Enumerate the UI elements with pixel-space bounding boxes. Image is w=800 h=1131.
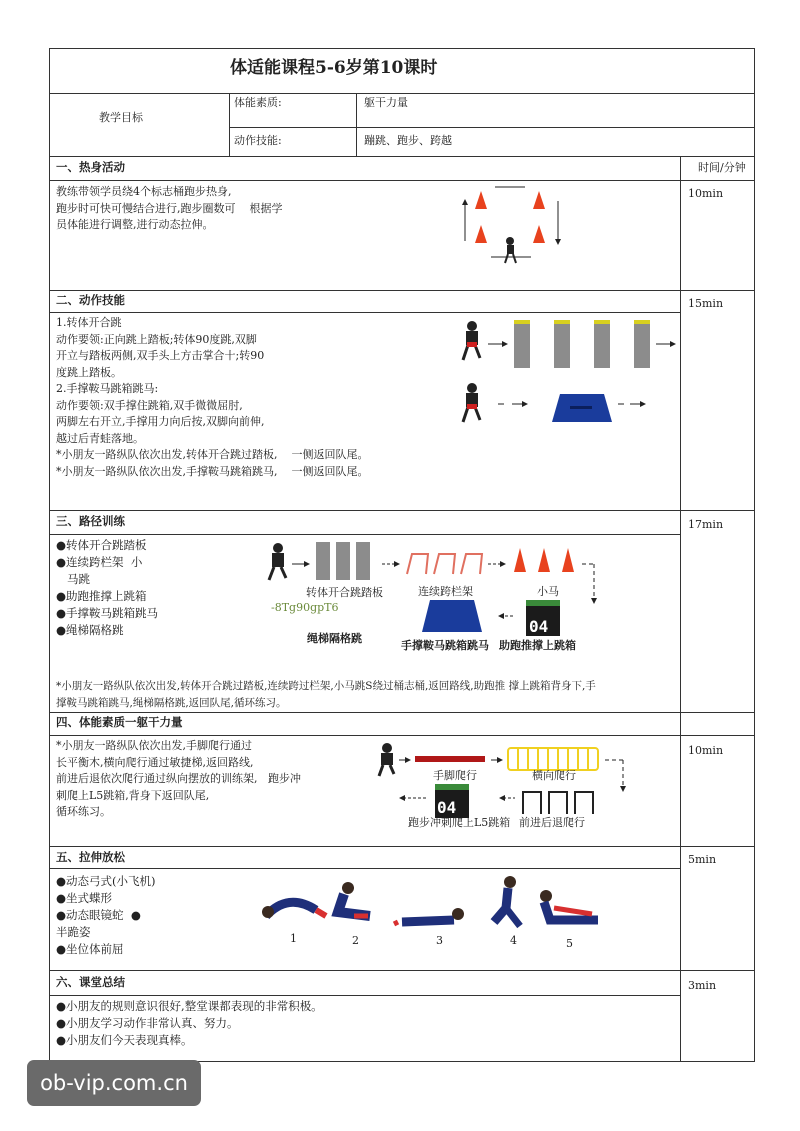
section-title-skills: 二、动作技能 xyxy=(56,293,125,307)
summary-bullets xyxy=(56,998,456,1049)
jump-pad-icon xyxy=(316,542,330,580)
text-line: 员体能进行调整,进行动态拉伸。 xyxy=(56,218,214,231)
jump-pad-icon xyxy=(594,320,610,368)
text-line: 开立与踏板两侧,双手头上方击掌合十;转90 xyxy=(56,349,265,362)
hurdle-icon xyxy=(407,554,482,574)
text-line: *小朋友一路纵队依次出发,手脚爬行通过 xyxy=(56,739,252,752)
list-item: ●转体开合跳踏板 xyxy=(56,538,147,552)
jump-pad-icon xyxy=(356,542,370,580)
text-line: 前进后退依次爬行通过纵向摆放的训练架, 跑步冲 xyxy=(56,772,301,785)
runner-icon xyxy=(379,743,394,776)
text-line: 教练带领学员绕4个标志桶跑步热身, xyxy=(56,185,232,198)
text-line: 动作要领:正向跳上踏板;转体90度跳,双脚 xyxy=(56,332,257,346)
runner-icon xyxy=(269,543,286,580)
warmup-text xyxy=(56,184,356,234)
route-label-hurdle: 连续跨栏架 xyxy=(418,585,473,598)
pose-number: 4 xyxy=(510,934,517,947)
section-time-core: 10min xyxy=(688,744,724,757)
jump-pad-icon xyxy=(514,320,530,368)
core-diagram xyxy=(373,740,635,820)
pose-number: 3 xyxy=(436,934,443,947)
core-text xyxy=(56,738,356,821)
list-item: ●动态眼镜蛇 ● xyxy=(56,908,141,922)
text-line: 跑步时可快可慢结合进行,跑步圈数可 根据学 xyxy=(56,201,283,215)
core-label-side-crawl: 横向爬行 xyxy=(532,769,576,782)
jump-pad-icon xyxy=(554,320,570,368)
pose-kneeling-icon xyxy=(494,876,520,926)
pose-cobra-icon xyxy=(394,908,464,924)
core-box-number: 04 xyxy=(437,798,457,817)
goal-label: 教学目标 xyxy=(99,111,143,124)
text-line: 循环练习。 xyxy=(56,805,111,818)
section-title-warmup: 一、热身活动 xyxy=(56,160,125,174)
core-label-crawl: 手脚爬行 xyxy=(433,769,477,782)
goal-key-skill: 动作技能: xyxy=(234,134,282,147)
page-title: 体适能课程5-6岁第10课时 xyxy=(230,58,438,78)
section-title-stretch: 五、拉伸放松 xyxy=(56,850,125,864)
pose-sit-reach-icon xyxy=(540,890,598,920)
cone-icon xyxy=(533,191,545,209)
section-title-route: 三、路径训练 xyxy=(56,514,125,528)
cone-icon xyxy=(514,548,526,572)
text-line: 长平衡木,横向爬行通过敏捷梯,返回路线, xyxy=(56,755,254,769)
section-time-stretch: 5min xyxy=(688,853,717,866)
goal-value-fitness: 躯干力量 xyxy=(364,96,408,109)
runner-icon xyxy=(505,237,516,263)
list-item: ●坐式蝶形 xyxy=(56,891,113,905)
warmup-cones-diagram xyxy=(455,183,575,268)
section-time-summary: 3min xyxy=(688,979,717,992)
section-time-skills: 15min xyxy=(688,297,724,310)
text-line: 两脚左右开立,手撑用力向后按,双脚向前伸, xyxy=(56,415,265,428)
list-item: ●坐位体前屈 xyxy=(56,942,124,956)
text-line: 1.转体开合跳 xyxy=(56,316,122,329)
pose-number: 2 xyxy=(352,934,359,947)
stretch-poses-illustration xyxy=(258,876,603,934)
section-title-summary: 六、课堂总结 xyxy=(56,975,125,989)
route-label-pad: 转体开合跳踏板 xyxy=(306,586,383,599)
list-item: ●助跑推撑上跳箱 xyxy=(56,589,147,603)
pose-number: 1 xyxy=(290,932,297,945)
list-item: ●绳梯隔格跳 xyxy=(56,623,124,637)
section-time-warmup: 10min xyxy=(688,187,724,200)
balance-beam-icon xyxy=(415,756,485,762)
vaulting-box-icon xyxy=(422,600,482,632)
list-item: ●动态弓式(小飞机) xyxy=(56,874,156,888)
goal-key-fitness: 体能素质: xyxy=(234,96,282,109)
text-line: 撑鞍马跳箱跳马,绳梯隔格跳,返回队尾,循环练习。 xyxy=(56,696,287,709)
route-box-number: 04 xyxy=(529,617,549,636)
runner-icon xyxy=(463,383,480,422)
list-item: ●小朋友们今天表现真棒。 xyxy=(56,1033,193,1047)
skills-text xyxy=(56,315,476,480)
text-line: *小朋友一路纵队依次出发,转体开合跳过踏板,连续跨过栏架,小马跳S绕过桶志桶,返回路线,助跑推 撑上跳箱背身下,手 xyxy=(56,680,596,692)
list-item: ●连续跨栏架 小 xyxy=(56,555,143,569)
cone-icon xyxy=(538,548,550,572)
route-label-ladder: 绳梯隔格跳 xyxy=(307,632,362,645)
route-label-vault: 手撑鞍马跳箱跳马 xyxy=(401,639,489,652)
route-label-code: -8Tg90gpT6 xyxy=(271,601,339,614)
cone-icon xyxy=(562,548,574,572)
crawl-frame-icon xyxy=(523,792,593,814)
cone-icon xyxy=(533,225,545,243)
route-notes xyxy=(56,678,678,711)
section-title-core: 四、体能素质一躯干力量 xyxy=(56,715,183,729)
core-label-back-crawl: 前进后退爬行 xyxy=(519,816,585,829)
runner-icon xyxy=(463,321,480,360)
jump-pad-icon xyxy=(336,542,350,580)
goal-value-skill: 蹦跳、跑步、跨越 xyxy=(364,134,452,147)
stretch-bullets xyxy=(56,873,216,958)
text-line: 刺爬上L5跳箱,背身下返回队尾, xyxy=(56,788,210,802)
text-line: 2.手撑鞍马跳箱跳马: xyxy=(56,382,159,395)
list-item: ●手撑鞍马跳箱跳马 xyxy=(56,606,159,620)
watermark-badge: ob-vip.com.cn xyxy=(27,1060,201,1106)
text-line: *小朋友一路纵队依次出发,转体开合跳过踏板, 一侧返回队尾。 xyxy=(56,448,369,461)
text-line: 度跳上踏板。 xyxy=(56,365,122,379)
text-line: 动作要领:双手撑住跳箱,双手微微屈肘, xyxy=(56,398,243,412)
time-header: 时间/分钟 xyxy=(698,161,746,174)
core-label-sprint: 跑步冲刺爬上L5跳箱 xyxy=(408,816,511,829)
route-bullets xyxy=(56,537,196,639)
jump-pad-icon xyxy=(634,320,650,368)
list-item: 马跳 xyxy=(56,572,90,586)
pose-number: 5 xyxy=(566,937,573,950)
vaulting-box-icon xyxy=(552,394,612,422)
text-line: *小朋友一路纵队依次出发,手撑鞍马跳箱跳马, 一侧返回队尾。 xyxy=(56,464,369,478)
cone-icon xyxy=(475,225,487,243)
skills-diagram xyxy=(458,318,680,430)
list-item: 半跪姿 xyxy=(56,925,91,939)
pose-butterfly-icon xyxy=(338,882,370,916)
route-label-box: 助跑推撑上跳箱 xyxy=(499,639,576,652)
pose-bow-icon xyxy=(262,902,326,918)
list-item: ●小朋友学习动作非常认真、努力。 xyxy=(56,1016,239,1030)
text-line: 越过后青蛙落地。 xyxy=(56,431,144,445)
section-time-route: 17min xyxy=(688,518,724,531)
cone-icon xyxy=(475,191,487,209)
route-label-pony: 小马 xyxy=(537,585,559,598)
list-item: ●小朋友的规则意识很好,整堂课都表现的非常积极。 xyxy=(56,999,323,1013)
